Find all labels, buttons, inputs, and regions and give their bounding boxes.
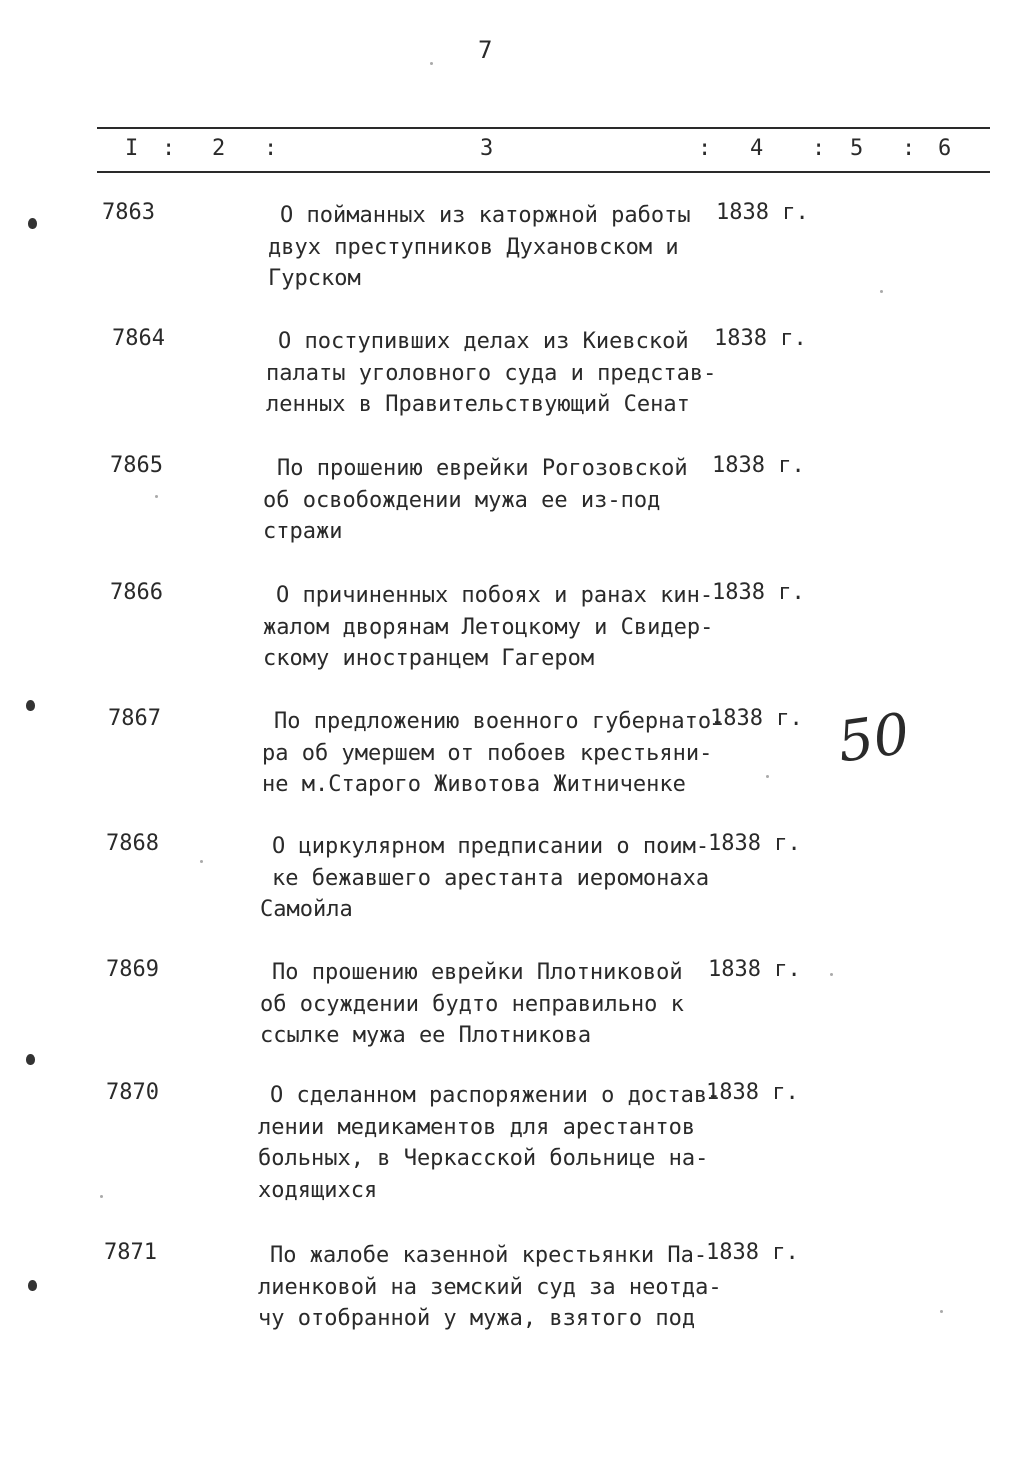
description-line: ходящихся [258,1177,378,1203]
header-bottom-rule [97,171,990,173]
paper-speck [766,775,769,778]
column-header-6: 6 [938,136,952,161]
description-line: О поступивших делах из Киевской [278,329,689,354]
entry-description [263,453,688,548]
paper-speck [155,495,158,498]
entry-description [260,831,710,926]
description-line: Гурском [268,266,361,291]
entry-number: 7865 [110,453,163,478]
column-header-4: 4 [750,136,764,161]
entry-year: 1838 г. [716,200,809,225]
handwritten-folio-number: 50 [833,701,914,776]
description-line: стражи [263,519,343,544]
entry-description [268,200,691,295]
description-line: об осуждении будто неправильно к [260,991,684,1017]
description-line: лиенковой на земский суд за неотда- [258,1274,722,1300]
paper-speck [200,860,203,863]
description-line: О сделанном распоряжении о достав- [270,1083,721,1108]
entry-year: 1838 г. [706,1240,799,1265]
binding-hole-mark [28,1280,37,1291]
entry-year: 1838 г. [710,706,803,731]
column-separator: : [264,136,278,161]
description-line: О циркулярном предписании о поим- [272,834,710,859]
description-line: не м.Старого Животова Житниченке [262,772,686,797]
entry-year: 1838 г. [712,580,805,605]
entry-number: 7870 [106,1080,159,1105]
entry-number: 7868 [106,831,159,856]
column-header-5: 5 [850,136,864,161]
entry-description [258,1080,721,1206]
description-line: ке бежавшего арестанта иеромонаха [272,865,710,891]
entry-year: 1838 г. [708,831,801,856]
paper-speck [430,62,433,65]
entry-description [262,706,725,801]
description-line: палаты уголовного суда и представ- [266,360,717,386]
description-line: жалом дворянам Летоцкому и Свидер- [263,614,714,640]
paper-speck [880,290,883,293]
description-line: Самойла [260,897,353,922]
description-line: двух преступников Духановском и [268,234,679,260]
description-line: об освобождении мужа ее из-под [263,487,661,513]
binding-hole-mark [28,218,37,229]
column-header-3: 3 [480,136,494,161]
description-line: По предложению военного губернато- [274,709,725,734]
entry-number: 7867 [108,706,161,731]
binding-hole-mark [26,700,35,711]
paper-speck [940,1310,943,1313]
entry-number: 7864 [112,326,165,351]
entry-year: 1838 г. [706,1080,799,1105]
column-separator: : [902,136,916,161]
description-line: О причиненных побоях и ранах кин- [276,583,714,608]
entry-year: 1838 г. [712,453,805,478]
entry-description [266,326,717,421]
column-separator: : [162,136,176,161]
column-header-2: 2 [212,136,226,161]
entry-year: 1838 г. [714,326,807,351]
description-line: О пойманных из каторжной работы [280,203,691,228]
column-separator: : [812,136,826,161]
column-header-1: I [125,136,139,161]
description-line: ленных в Правительствующий Сенат [266,392,690,417]
entry-description [258,1240,722,1335]
entry-description [263,580,714,675]
entry-number: 7863 [102,200,155,225]
paper-speck [100,1195,103,1198]
entry-number: 7866 [110,580,163,605]
entry-description [260,957,684,1052]
description-line: больных, в Черкасской больнице на- [258,1146,709,1171]
paper-speck [830,973,833,976]
entry-year: 1838 г. [708,957,801,982]
description-line: По жалобе казенной крестьянки Па- [270,1243,708,1268]
header-top-rule [97,127,990,129]
description-line: лении медикаментов для арестантов [258,1114,696,1140]
page-number: 7 [478,36,493,64]
binding-hole-mark [26,1054,35,1065]
entry-number: 7869 [106,957,159,982]
entry-number: 7871 [104,1240,157,1265]
description-line: ра об умершем от побоев крестьяни- [262,740,713,766]
column-separator: : [698,136,712,161]
description-line: чу отобранной у мужа, взятого под [258,1306,696,1331]
description-line: скому иностранцем Гагером [263,646,595,671]
description-line: По прошению еврейки Рогозовской [277,456,688,481]
description-line: По прошению еврейки Плотниковой [272,960,683,985]
description-line: ссылке мужа ее Плотникова [260,1023,592,1048]
